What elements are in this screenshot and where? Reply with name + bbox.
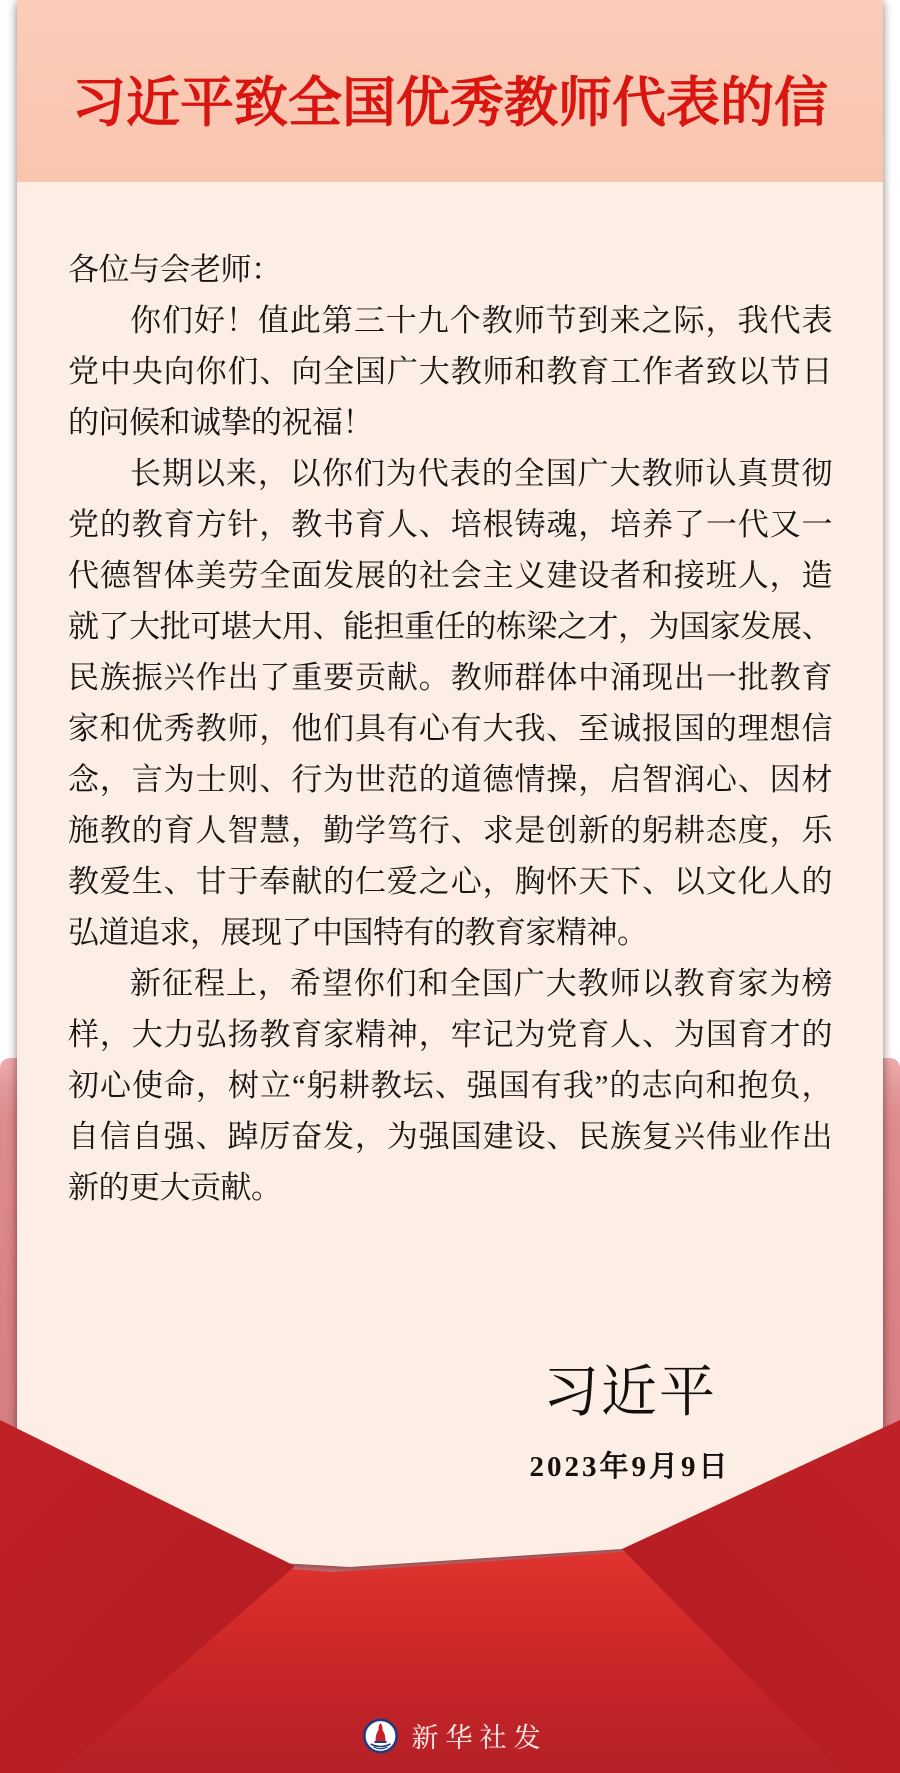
letter-date: 2023年9月9日	[529, 1451, 731, 1483]
letter-line: 弘道追求，展现了中国特有的教育家精神。	[68, 915, 648, 950]
letter-line: 新征程上，希望你们和全国广大教师以教育家为榜	[130, 966, 832, 1001]
letter-line: 各位与会老师：	[68, 252, 282, 287]
letter-line: 新的更大贡献。	[68, 1170, 282, 1205]
letter-line: 家和优秀教师，他们具有心有大我、至诚报国的理想信	[68, 711, 832, 746]
page-title: 习近平致全国优秀教师代表的信	[72, 72, 828, 133]
letter-line: 教爱生、甘于奉献的仁爱之心，胸怀天下、以文化人的	[68, 864, 832, 899]
signature-block	[529, 1348, 730, 1485]
letter-line: 初心使命，树立“躬耕教坛、强国有我”的志向和抱负，	[68, 1068, 832, 1103]
signature: 习近平	[542, 1362, 717, 1424]
letter-line: 党的教育方针，教书育人、培根铸魂，培养了一代又一	[68, 507, 832, 542]
letter-line: 念，言为士则、行为世范的道德情操，启智润心、因材	[68, 762, 832, 797]
letter-line: 你们好！值此第三十九个教师节到来之际，我代表	[130, 303, 832, 338]
footer-credit	[363, 1716, 548, 1755]
letter-line: 党中央向你们、向全国广大教师和教育工作者致以节日	[68, 354, 832, 389]
xinhua-emblem-icon	[363, 1718, 399, 1754]
letter-line: 样，大力弘扬教育家精神，牢记为党育人、为国育才的	[68, 1017, 832, 1052]
footer-credit-text: 新华社发	[411, 1723, 548, 1753]
letter-body	[68, 244, 832, 1213]
letter-line: 的问候和诚挚的祝福！	[68, 405, 373, 440]
header-band	[17, 0, 883, 182]
letter-line: 自信自强、踔厉奋发，为强国建设、民族复兴伟业作出	[68, 1119, 832, 1154]
letter-line: 民族振兴作出了重要贡献。教师群体中涌现出一批教育	[68, 660, 832, 695]
letter-line: 代德智体美劳全面发展的社会主义建设者和接班人，造	[68, 558, 832, 593]
letter-line: 施教的育人智慧，勤学笃行、求是创新的躬耕态度，乐	[68, 813, 832, 848]
letter-line: 就了大批可堪大用、能担重任的栋梁之才，为国家发展、	[68, 609, 832, 644]
letter-line: 长期以来，以你们为代表的全国广大教师认真贯彻	[130, 456, 832, 491]
